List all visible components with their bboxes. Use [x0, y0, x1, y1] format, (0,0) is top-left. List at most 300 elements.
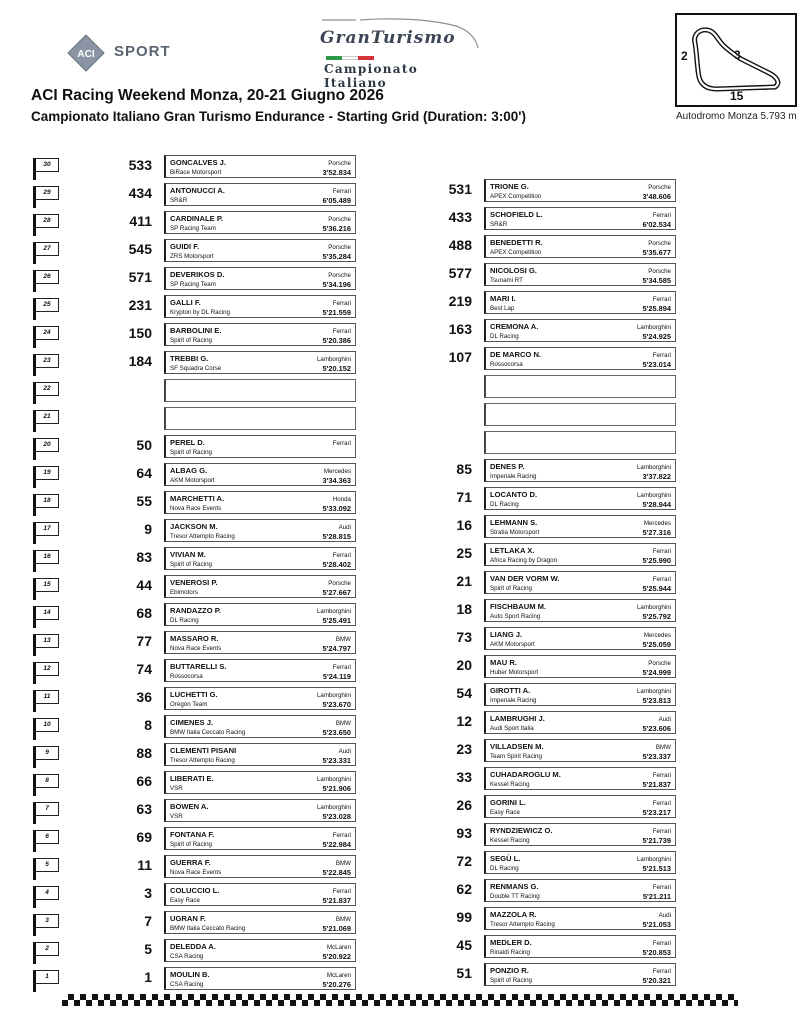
grid-slot-right [484, 823, 676, 846]
car-number: 12 [456, 713, 472, 729]
grid-slot-left [164, 575, 356, 598]
grid-position-marker: 8 [33, 774, 59, 788]
car-make: BMW [335, 636, 351, 643]
car-make: Ferrari [332, 328, 351, 335]
qualifying-time: 3'48.606 [642, 192, 671, 201]
car-make: Lamborghini [636, 856, 671, 863]
team-name: Huber Motorsport [490, 669, 539, 676]
team-name: Spirit of Racing [170, 561, 212, 568]
car-number: 533 [128, 157, 152, 173]
qualifying-time: 5'23.606 [642, 724, 671, 733]
grid-slot-left [164, 687, 356, 710]
car-number: 488 [448, 237, 472, 253]
grid-slot-right [484, 515, 676, 538]
team-name: DL Racing [490, 865, 519, 872]
car-number: 20 [456, 657, 472, 673]
grid-slot-right [484, 683, 676, 706]
grid-position-marker: 13 [33, 634, 59, 648]
grid-slot-right [484, 207, 676, 230]
grid-slot-left [164, 631, 356, 654]
grid-slot-left [164, 911, 356, 934]
grid-position-marker: 21 [33, 410, 59, 424]
car-make: Ferrari [652, 968, 671, 975]
car-make: Audi [658, 716, 671, 723]
car-number: 54 [456, 685, 472, 701]
qualifying-time: 5'27.667 [322, 588, 351, 597]
grid-slot-left [164, 659, 356, 682]
grid-slot-left [164, 211, 356, 234]
grid-slot-right [484, 711, 676, 734]
qualifying-time: 5'20.386 [322, 336, 351, 345]
driver-name: SCHOFIELD L. [490, 210, 543, 219]
team-name: Easy Race [490, 809, 520, 816]
car-number: 68 [136, 605, 152, 621]
car-make: McLaren [326, 972, 351, 979]
team-name: SF Squadra Corse [170, 365, 222, 372]
qualifying-time: 5'21.739 [642, 836, 671, 845]
qualifying-time: 5'25.792 [642, 612, 671, 621]
car-number: 25 [456, 545, 472, 561]
car-number: 411 [129, 213, 152, 229]
grid-position-marker: 9 [33, 746, 59, 760]
car-number: 69 [136, 829, 152, 845]
team-name: Tresor Attempto Racing [490, 921, 555, 928]
car-number: 21 [456, 573, 472, 589]
team-name: Nova Race Events [170, 869, 222, 876]
team-name: Ebimotors [170, 589, 198, 596]
car-make: Lamborghini [316, 356, 351, 363]
team-name: SP Racing Team [170, 225, 216, 232]
qualifying-time: 5'24.797 [322, 644, 351, 653]
qualifying-time: 5'23.028 [322, 812, 351, 821]
grid-slot-right [484, 571, 676, 594]
qualifying-time: 5'21.906 [322, 784, 351, 793]
car-make: Mercedes [323, 468, 351, 475]
qualifying-time: 5'36.216 [322, 224, 351, 233]
car-number: 9 [144, 521, 152, 537]
car-number: 434 [128, 185, 152, 201]
car-make: Mercedes [643, 520, 671, 527]
grid-position-marker: 18 [33, 494, 59, 508]
empty-grid-slot [164, 407, 356, 430]
grid-slot-left [164, 799, 356, 822]
grid-slot-right [484, 879, 676, 902]
qualifying-time: 5'22.984 [322, 840, 351, 849]
qualifying-time: 3'52.834 [322, 168, 351, 177]
driver-name: COLUCCIO L. [170, 886, 220, 895]
car-number: 163 [448, 321, 472, 337]
driver-name: DEVERIKOS D. [170, 270, 225, 279]
team-name: Team Spirit Racing [490, 753, 542, 760]
grid-slot-right [484, 599, 676, 622]
driver-name: LETLAKA X. [490, 546, 535, 555]
team-name: Double TT Racing [490, 893, 540, 900]
driver-name: JACKSON M. [170, 522, 218, 531]
driver-name: MARCHETTI A. [170, 494, 225, 503]
driver-name: CUHADAROGLU M. [490, 770, 561, 779]
grid-position-marker: 14 [33, 606, 59, 620]
car-make: Lamborghini [636, 324, 671, 331]
grid-slot-left [164, 883, 356, 906]
grid-position-marker: 11 [33, 690, 59, 704]
team-name: Audi Sport Italia [490, 725, 534, 732]
grid-position-marker: 25 [33, 298, 59, 312]
qualifying-time: 3'34.363 [322, 476, 351, 485]
driver-name: RENMANS G. [490, 882, 539, 891]
grid-slot-right [484, 627, 676, 650]
car-make: McLaren [326, 944, 351, 951]
qualifying-time: 5'21.559 [322, 308, 351, 317]
team-name: SP Racing Team [170, 281, 216, 288]
car-make: Lamborghini [316, 692, 351, 699]
car-make: Ferrari [332, 888, 351, 895]
car-number: 74 [136, 661, 152, 677]
campionato-italiano-text: Campionato Italiano [324, 62, 419, 90]
team-name: Tresor Attempto Racing [170, 757, 235, 764]
aci-badge-text: ACI [77, 49, 95, 60]
car-make: Ferrari [652, 884, 671, 891]
grid-slot-right [484, 459, 676, 482]
grid-slot-left [164, 715, 356, 738]
car-make: Audi [338, 748, 351, 755]
gran-turismo-script: GranTurismo [320, 28, 456, 48]
grid-position-marker: 30 [33, 158, 59, 172]
driver-name: NICOLOSI G. [490, 266, 537, 275]
driver-name: TREBBI G. [170, 354, 209, 363]
grid-slot-right [484, 263, 676, 286]
grid-slot-left [164, 183, 356, 206]
driver-name: LUCHETTI G. [170, 690, 218, 699]
car-number: 26 [456, 797, 472, 813]
car-number: 231 [128, 297, 152, 313]
team-name: BiRace Motorsport [170, 169, 222, 176]
driver-name: CARDINALE P. [170, 214, 224, 223]
driver-name: GUIDI F. [170, 242, 200, 251]
grid-slot-left [164, 323, 356, 346]
grid-slot-right [484, 543, 676, 566]
team-name: Rossocorsa [490, 361, 523, 368]
team-name: SR&R [170, 197, 188, 204]
grid-slot-left [164, 295, 356, 318]
team-name: Africa Racing by Dragon [490, 557, 558, 564]
empty-grid-slot [164, 379, 356, 402]
driver-name: MAZZOLA R. [490, 910, 537, 919]
car-make: Porsche [328, 580, 351, 587]
qualifying-time: 5'25.990 [642, 556, 671, 565]
team-name: CSA Racing [170, 981, 204, 988]
car-make: Porsche [648, 240, 671, 247]
car-make: Lamborghini [316, 804, 351, 811]
team-name: Spirit of Racing [170, 337, 212, 344]
driver-name: GUERRA F. [170, 858, 211, 867]
qualifying-time: 5'28.815 [322, 532, 351, 541]
car-number: 72 [456, 853, 472, 869]
car-number: 8 [144, 717, 152, 733]
grid-position-marker: 28 [33, 214, 59, 228]
driver-name: TRIONE G. [490, 182, 529, 191]
team-name: Rossocorsa [170, 673, 203, 680]
driver-name: RANDAZZO P. [170, 606, 221, 615]
driver-name: PEREL D. [170, 438, 205, 447]
driver-name: MEDLER D. [490, 938, 532, 947]
driver-name: LOCANTO D. [490, 490, 538, 499]
team-name: Spirit of Racing [170, 841, 212, 848]
grid-slot-right [484, 767, 676, 790]
team-name: APEX Competition [490, 193, 542, 200]
driver-name: VAN DER VORM W. [490, 574, 560, 583]
team-name: Rinaldi Racing [490, 949, 530, 956]
car-number: 85 [456, 461, 472, 477]
car-number: 62 [456, 881, 472, 897]
team-name: Stratia Motorsport [490, 529, 540, 536]
qualifying-time: 5'23.813 [642, 696, 671, 705]
driver-name: DELEDDA A. [170, 942, 216, 951]
car-make: Ferrari [332, 188, 351, 195]
car-number: 88 [136, 745, 152, 761]
qualifying-time: 5'23.650 [322, 728, 351, 737]
empty-grid-slot [484, 431, 676, 454]
grid-position-marker: 16 [33, 550, 59, 564]
qualifying-time: 5'25.491 [322, 616, 351, 625]
car-number: 184 [128, 353, 152, 369]
driver-name: FISCHBAUM M. [490, 602, 547, 611]
team-name: Imperiale Racing [490, 697, 537, 704]
grid-slot-right [484, 487, 676, 510]
driver-name: GIROTTI A. [490, 686, 531, 695]
team-name: SR&R [490, 221, 508, 228]
grid-position-marker: 5 [33, 858, 59, 872]
grid-position-marker: 26 [33, 270, 59, 284]
driver-name: ANTONUCCI A. [170, 186, 225, 195]
car-number: 7 [144, 913, 152, 929]
car-number: 44 [136, 577, 152, 593]
grid-position-marker: 20 [33, 438, 59, 452]
grid-slot-right [484, 935, 676, 958]
car-number: 16 [456, 517, 472, 533]
car-number: 51 [456, 965, 472, 981]
car-number: 150 [128, 325, 152, 341]
driver-name: CLEMENTI PISANI [170, 746, 237, 755]
grid-slot-right [484, 739, 676, 762]
car-make: Porsche [328, 216, 351, 223]
turn-label: 15 [730, 89, 744, 103]
grid-slot-left [164, 771, 356, 794]
driver-name: MAU R. [490, 658, 517, 667]
grid-slot-left [164, 463, 356, 486]
driver-name: BOWEN A. [170, 802, 209, 811]
grid-slot-left [164, 267, 356, 290]
grid-position-marker: 3 [33, 914, 59, 928]
team-name: BMW Italia Ceccato Racing [170, 925, 246, 932]
grid-position-marker: 22 [33, 382, 59, 396]
car-make: Ferrari [652, 296, 671, 303]
grid-slot-left [164, 743, 356, 766]
track-caption: Autodromo Monza 5.793 m [676, 111, 797, 122]
page-subtitle: Campionato Italiano Gran Turismo Endurance - Starting Grid (Duration: 3:00') [31, 109, 527, 124]
grid-slot-left [164, 827, 356, 850]
driver-name: MASSARO R. [170, 634, 219, 643]
team-name: Oregon Team [170, 701, 208, 708]
footer-text [250, 1018, 550, 1024]
team-name: VSR [170, 785, 183, 792]
grid-slot-right [484, 963, 676, 986]
team-name: Easy Race [170, 897, 200, 904]
car-make: Porsche [648, 268, 671, 275]
driver-name: MARI I. [490, 294, 516, 303]
grid-slot-left [164, 435, 356, 458]
driver-name: SEGÙ L. [490, 854, 521, 863]
grid-position-marker: 24 [33, 326, 59, 340]
car-number: 23 [456, 741, 472, 757]
driver-name: VILLADSEN M. [490, 742, 544, 751]
grid-slot-right [484, 291, 676, 314]
qualifying-time: 5'23.337 [642, 752, 671, 761]
page-title: ACI Racing Weekend Monza, 20-21 Giugno 2026 [31, 87, 384, 104]
qualifying-time: 6'02.534 [642, 220, 671, 229]
driver-name: BARBOLINI E. [170, 326, 222, 335]
car-number: 5 [144, 941, 152, 957]
turn-label: 3 [734, 48, 741, 62]
car-number: 571 [128, 269, 152, 285]
driver-name: VENEROSI P. [170, 578, 218, 587]
driver-name: LAMBRUGHI J. [490, 714, 545, 723]
qualifying-time: 5'27.316 [642, 528, 671, 537]
team-name: Krypton by DL Racing [170, 309, 230, 316]
car-number: 64 [136, 465, 152, 481]
grid-position-marker: 2 [33, 942, 59, 956]
qualifying-time: 5'24.999 [642, 668, 671, 677]
qualifying-time: 5'23.670 [322, 700, 351, 709]
car-make: Lamborghini [636, 464, 671, 471]
car-make: Audi [658, 912, 671, 919]
team-name: Imperiale Racing [490, 473, 537, 480]
car-number: 99 [456, 909, 472, 925]
grid-slot-left [164, 491, 356, 514]
grid-position-marker: 23 [33, 354, 59, 368]
grid-slot-right [484, 795, 676, 818]
driver-name: RYNDZIEWICZ O. [490, 826, 553, 835]
qualifying-time: 5'22.845 [322, 868, 351, 877]
grid-slot-right [484, 655, 676, 678]
team-name: Tresor Attempto Racing [170, 533, 235, 540]
qualifying-time: 5'21.211 [642, 892, 671, 901]
empty-grid-slot [484, 403, 676, 426]
car-make: Ferrari [332, 552, 351, 559]
team-name: CSA Racing [170, 953, 204, 960]
grid-slot-left [164, 155, 356, 178]
car-make: Porsche [328, 160, 351, 167]
team-name: APEX Competition [490, 249, 542, 256]
grid-position-marker: 29 [33, 186, 59, 200]
car-make: Ferrari [332, 440, 351, 447]
qualifying-time: 5'20.853 [642, 948, 671, 957]
car-make: Lamborghini [636, 492, 671, 499]
car-number: 83 [136, 549, 152, 565]
driver-name: MOULIN B. [170, 970, 210, 979]
grid-slot-left [164, 239, 356, 262]
car-make: Ferrari [332, 664, 351, 671]
car-make: Ferrari [652, 576, 671, 583]
team-name: DL Racing [490, 501, 519, 508]
grid-slot-left [164, 547, 356, 570]
car-number: 50 [136, 437, 152, 453]
qualifying-time: 3'37.822 [642, 472, 671, 481]
car-make: Honda [332, 496, 351, 503]
driver-name: UGRAN F. [170, 914, 206, 923]
car-make: BMW [655, 744, 671, 751]
car-number: 33 [456, 769, 472, 785]
checkered-flag-divider [62, 994, 738, 1006]
driver-name: FONTANA F. [170, 830, 215, 839]
qualifying-time: 5'20.152 [322, 364, 351, 373]
car-number: 45 [456, 937, 472, 953]
car-make: Ferrari [652, 352, 671, 359]
qualifying-time: 5'20.276 [322, 980, 351, 989]
qualifying-time: 5'24.119 [322, 672, 351, 681]
team-name: Kessel Racing [490, 837, 530, 844]
qualifying-time: 5'25.059 [642, 640, 671, 649]
car-make: BMW [335, 860, 351, 867]
team-name: AKM Motorsport [490, 641, 535, 648]
car-number: 36 [136, 689, 152, 705]
driver-name: LEHMANN S. [490, 518, 538, 527]
car-number: 63 [136, 801, 152, 817]
driver-name: BUTTARELLI S. [170, 662, 227, 671]
grid-position-marker: 4 [33, 886, 59, 900]
car-number: 219 [448, 293, 472, 309]
qualifying-time: 5'24.925 [642, 332, 671, 341]
qualifying-time: 5'21.837 [322, 896, 351, 905]
qualifying-time: 5'34.585 [642, 276, 671, 285]
qualifying-time: 5'20.321 [642, 976, 671, 985]
car-number: 433 [448, 209, 472, 225]
team-name: Tsunami RT [490, 277, 523, 284]
car-number: 73 [456, 629, 472, 645]
car-number: 531 [448, 181, 472, 197]
grid-position-marker: 7 [33, 802, 59, 816]
team-name: AKM Motorsport [170, 477, 215, 484]
car-make: Lamborghini [636, 604, 671, 611]
car-make: Lamborghini [316, 608, 351, 615]
car-make: Ferrari [332, 832, 351, 839]
car-number: 93 [456, 825, 472, 841]
driver-name: CREMONA A. [490, 322, 539, 331]
team-name: VSR [170, 813, 183, 820]
car-make: Mercedes [643, 632, 671, 639]
grid-position-marker: 1 [33, 970, 59, 984]
car-make: Ferrari [652, 940, 671, 947]
driver-name: LIBERATI E. [170, 774, 214, 783]
qualifying-time: 5'21.513 [642, 864, 671, 873]
qualifying-time: 5'23.217 [642, 808, 671, 817]
car-number: 11 [137, 857, 152, 873]
grid-slot-left [164, 603, 356, 626]
grid-position-marker: 19 [33, 466, 59, 480]
qualifying-time: 6'05.489 [322, 196, 351, 205]
team-name: DL Racing [170, 617, 199, 624]
qualifying-time: 5'25.894 [642, 304, 671, 313]
qualifying-time: 5'35.677 [642, 248, 671, 257]
team-name: Best Lap [490, 305, 515, 312]
car-number: 66 [136, 773, 152, 789]
driver-name: VIVIAN M. [170, 550, 206, 559]
grid-slot-right [484, 235, 676, 258]
car-make: Ferrari [652, 772, 671, 779]
empty-grid-slot [484, 375, 676, 398]
driver-name: DENES P. [490, 462, 525, 471]
qualifying-time: 5'34.196 [322, 280, 351, 289]
driver-name: GALLI F. [170, 298, 201, 307]
